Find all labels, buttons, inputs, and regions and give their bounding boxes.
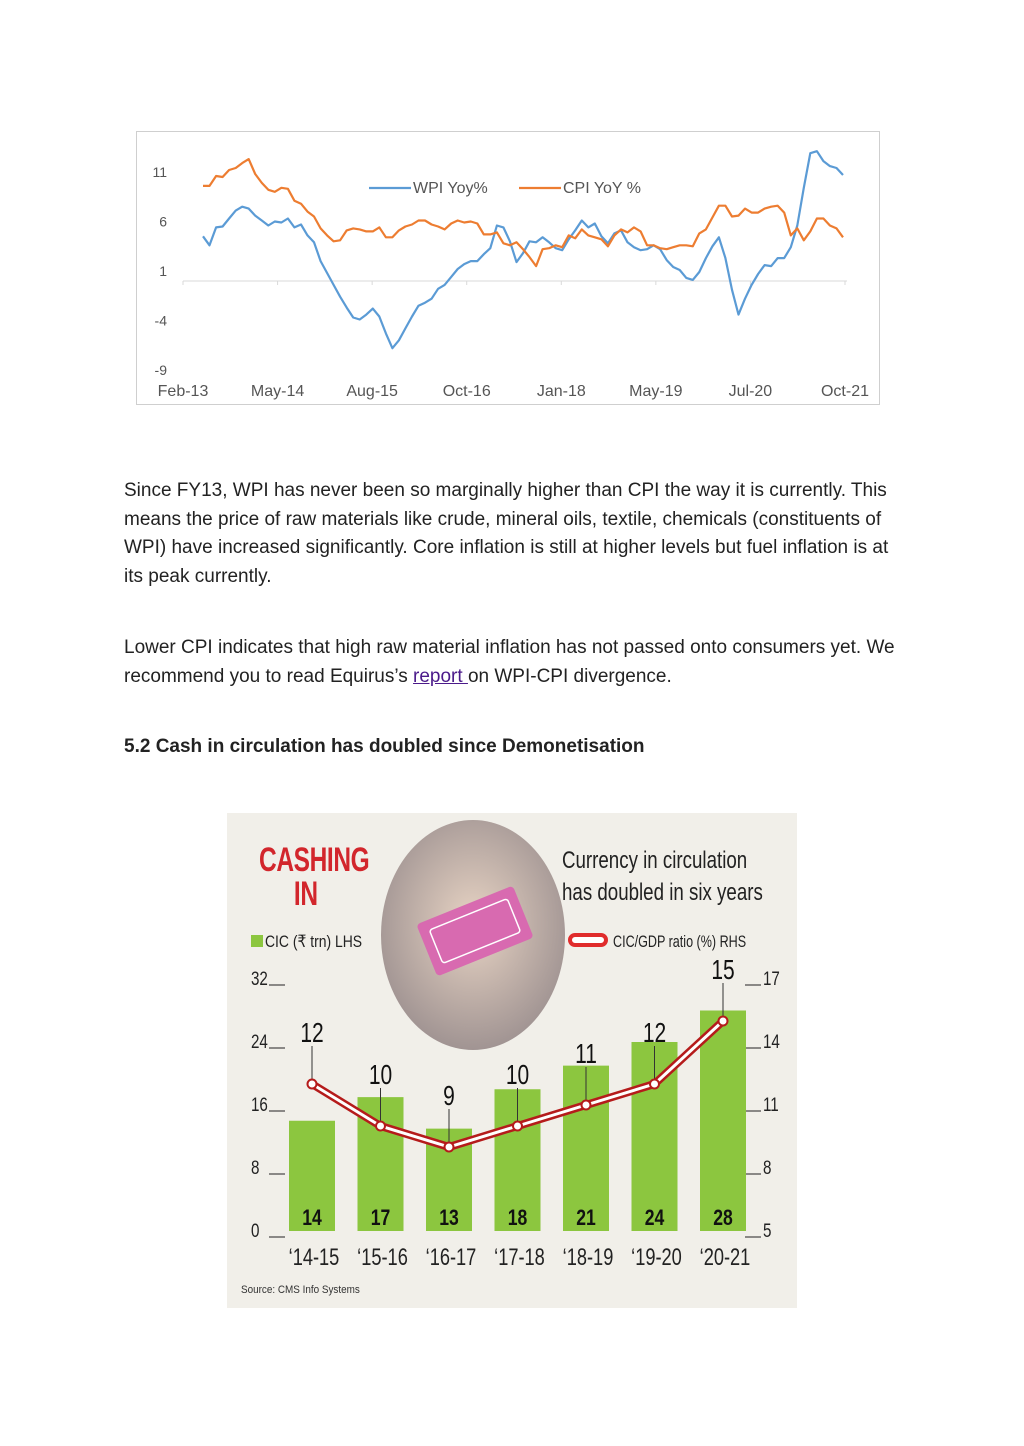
cpi-series-line <box>203 159 843 266</box>
x-tick-label: Aug-15 <box>346 383 398 400</box>
left-axis-label: 0 <box>251 1219 260 1242</box>
legend-swatch-line <box>570 935 606 945</box>
left-axis-label: 32 <box>251 967 268 990</box>
x-category-label: ‘14-15 <box>288 1243 340 1271</box>
legend-label: WPI Yoy% <box>413 180 488 197</box>
x-tick-label: Oct-16 <box>442 383 491 400</box>
legend-label: CPI YoY % <box>563 180 641 197</box>
ratio-point <box>582 1101 591 1110</box>
ratio-label: 11 <box>575 1039 597 1070</box>
y-tick-label: -4 <box>154 312 167 329</box>
cic-bar-label: 24 <box>644 1206 665 1231</box>
cic-bar-label: 13 <box>439 1206 459 1231</box>
y-tick-label: 6 <box>159 213 167 230</box>
legend-label-bars: CIC (₹ trn) LHS <box>265 932 363 952</box>
x-category-label: ‘17-18 <box>494 1243 545 1271</box>
x-category-label: ‘15-16 <box>357 1243 408 1271</box>
cic-bar-label: 28 <box>713 1206 733 1231</box>
ratio-label: 15 <box>711 955 735 986</box>
x-category-label: ‘18-19 <box>562 1243 614 1271</box>
ratio-point <box>445 1143 454 1152</box>
x-category-label: ‘19-20 <box>631 1243 682 1271</box>
legend-swatch-bars <box>251 935 263 947</box>
left-axis-label: 16 <box>251 1093 268 1116</box>
infographic-title <box>259 841 370 913</box>
chart-source: Source: CMS Info Systems <box>241 1284 360 1296</box>
ratio-label: 9 <box>443 1081 455 1112</box>
x-category-label: ‘16-17 <box>425 1243 477 1271</box>
ratio-point <box>650 1080 659 1089</box>
infographic-subtitle <box>562 845 780 909</box>
paragraph-wpi-cpi: Since FY13, WPI has never been so marginally higher than CPI the way it is currently. This means the price of raw materials like crude, mineral oils, textile, chemicals (constituents of WPI) have increased significantly. Core inflation is still at higher levels but fuel inflation is at its peak currently. <box>124 480 889 587</box>
y-tick-label: 1 <box>159 263 167 279</box>
cic-bar-label: 17 <box>370 1206 391 1231</box>
paragraph-text-before-link: Lower CPI indicates that high raw material inflation has not passed onto consumers yet. We recommend you to read Equirus’s <box>124 637 895 687</box>
ratio-point <box>513 1122 522 1131</box>
cic-bar-label: 21 <box>576 1206 596 1231</box>
left-axis-label: 8 <box>251 1156 260 1179</box>
ratio-label: 12 <box>300 1018 324 1049</box>
right-axis-label: 11 <box>763 1093 779 1116</box>
infographic-subtitle-line1: Currency in circulation <box>562 847 748 874</box>
paragraph-recommendation <box>124 634 904 691</box>
ratio-point <box>376 1122 385 1131</box>
cic-bar-label: 18 <box>507 1206 528 1231</box>
ratio-label: 12 <box>642 1018 667 1049</box>
x-tick-label: Oct-21 <box>820 383 870 400</box>
ratio-point <box>719 1017 728 1026</box>
wpi-cpi-line-chart <box>136 131 880 405</box>
infographic-title-line2: IN <box>293 875 318 913</box>
left-axis-label: 24 <box>251 1030 268 1053</box>
x-category-label: ‘20-21 <box>699 1243 751 1271</box>
y-tick-label: 11 <box>152 164 167 180</box>
y-tick-label: -9 <box>154 362 167 378</box>
x-tick-label: May-19 <box>629 383 683 400</box>
right-axis-label: 17 <box>763 967 780 990</box>
cashing-in-infographic <box>227 813 797 1308</box>
infographic-subtitle-line2: has doubled in six years <box>562 879 763 906</box>
wpi-cpi-chart-svg <box>137 132 881 406</box>
right-axis-label: 5 <box>763 1219 772 1242</box>
x-tick-label: May-14 <box>250 383 305 400</box>
ratio-label: 10 <box>505 1060 530 1091</box>
x-tick-label: Jan-18 <box>536 383 586 400</box>
paragraph-text-after-link: on WPI-CPI divergence. <box>467 665 672 687</box>
x-tick-label: Feb-13 <box>157 383 209 400</box>
cic-bar-label: 14 <box>302 1206 322 1231</box>
x-tick-label: Jul-20 <box>728 383 773 400</box>
section-heading: 5.2 Cash in circulation has doubled since Demonetisation <box>124 736 645 757</box>
right-axis-label: 8 <box>763 1156 772 1179</box>
report-link[interactable]: report <box>413 665 468 687</box>
legend-label-line: CIC/GDP ratio (%) RHS <box>613 932 747 952</box>
ratio-point <box>308 1080 317 1089</box>
infographic-title-line1: CASHING <box>259 841 370 879</box>
cic-bar <box>700 1011 746 1232</box>
ratio-label: 10 <box>368 1060 393 1091</box>
right-axis-label: 14 <box>763 1030 780 1053</box>
